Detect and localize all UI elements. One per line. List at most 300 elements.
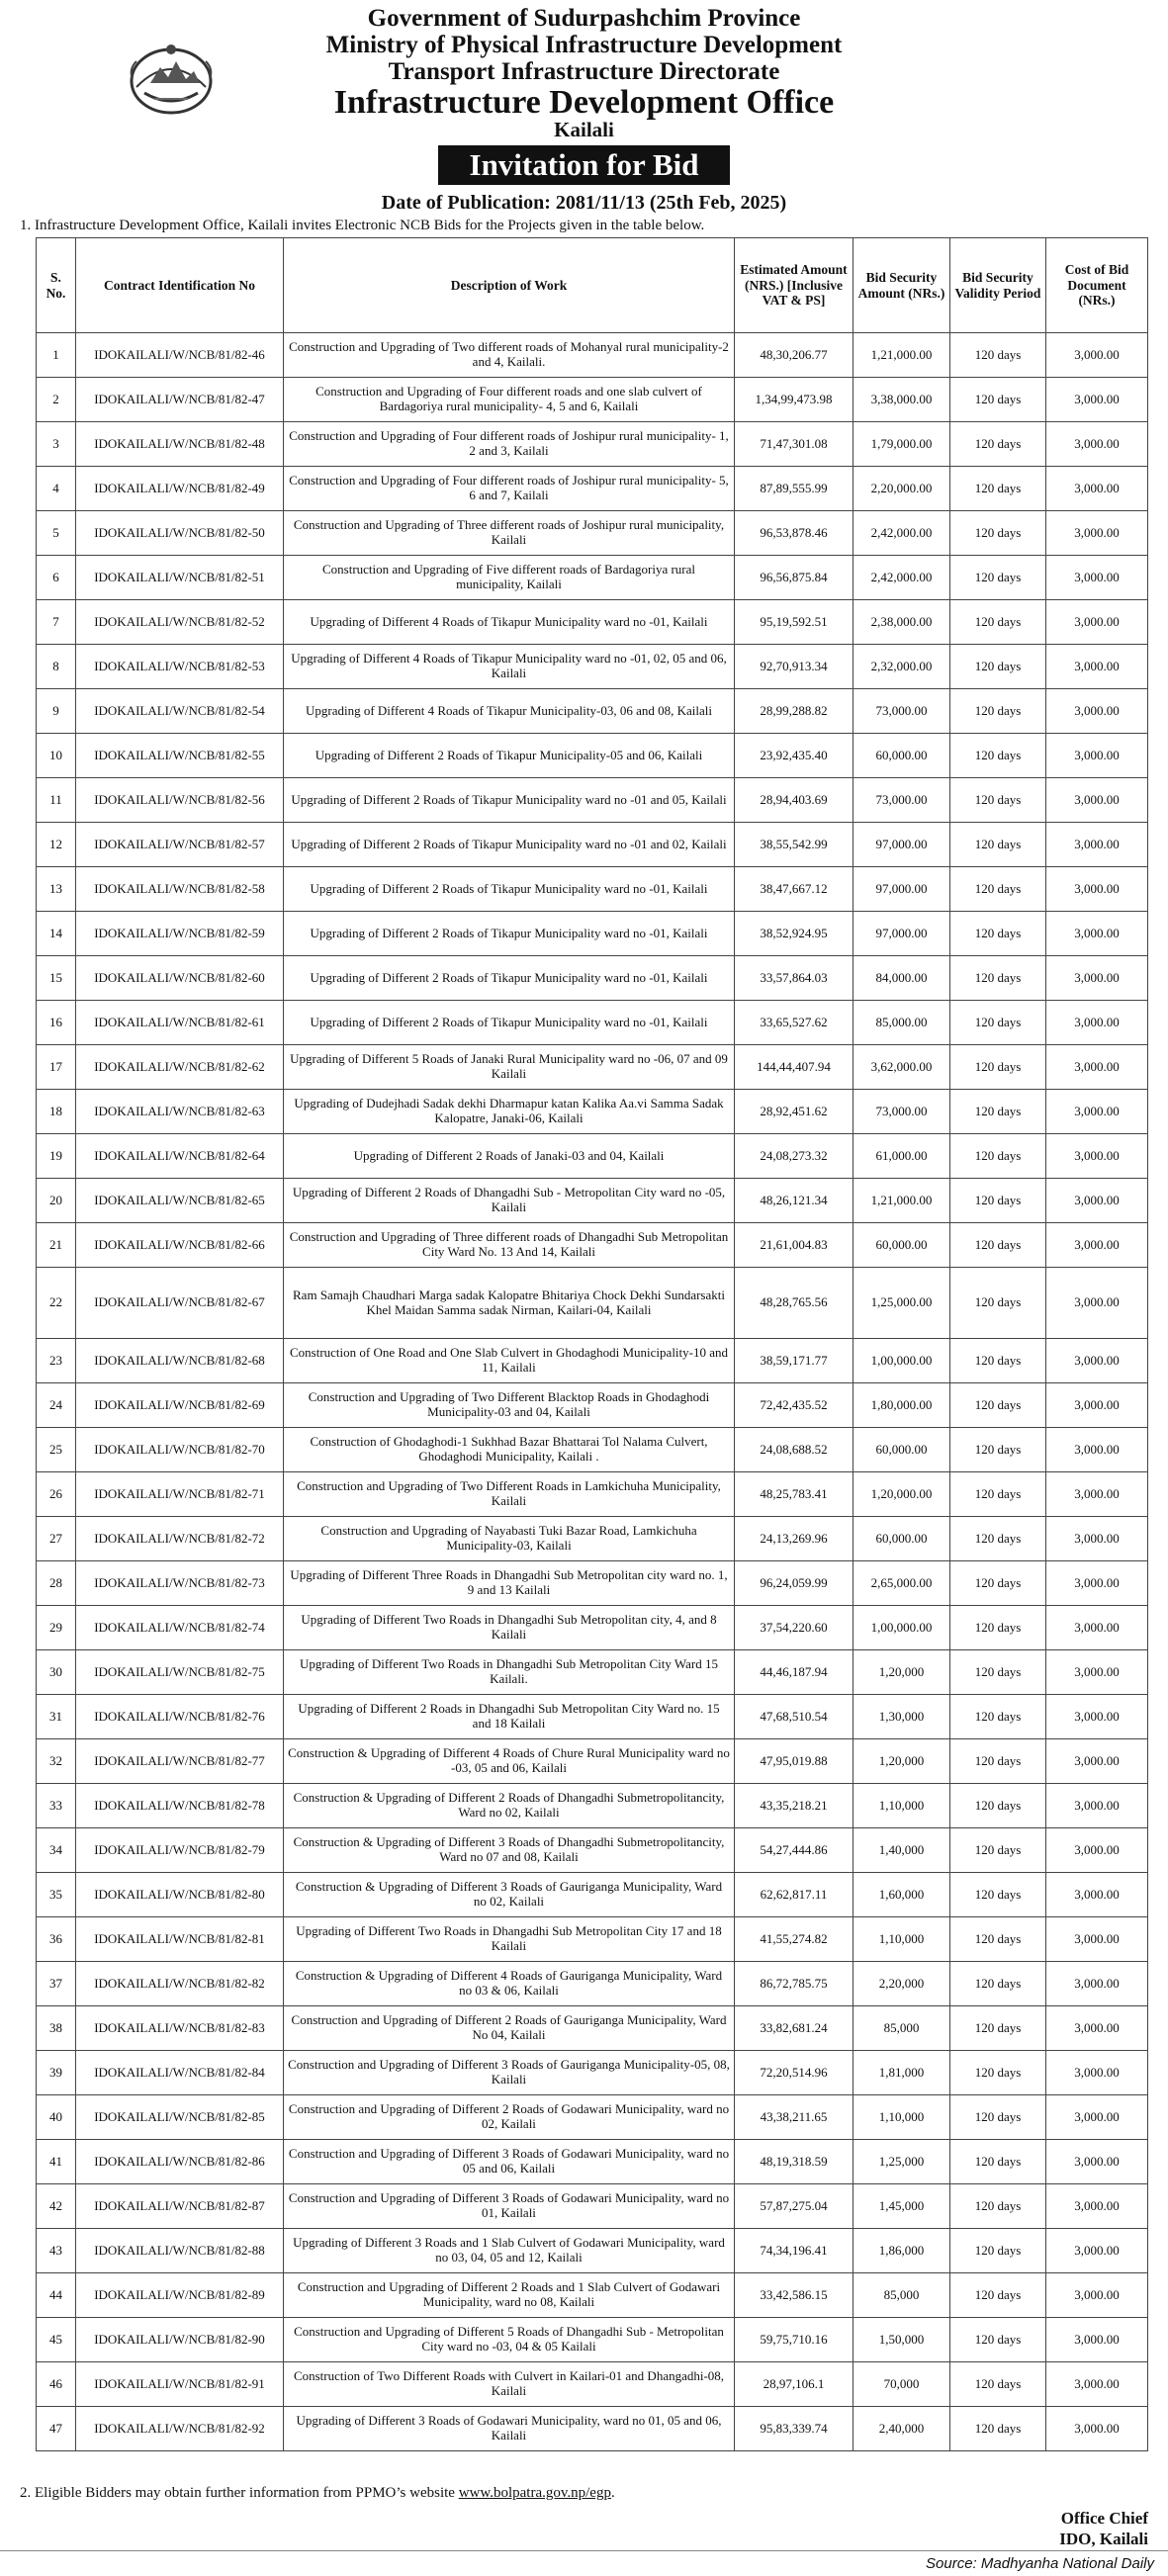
cell-sn: 8 [37,645,76,689]
header-ministry: Ministry of Physical Infrastructure Development [325,32,843,58]
header-directorate: Transport Infrastructure Directorate [388,58,780,85]
cell-description: Construction and Upgrading of Different 2 Roads and 1 Slab Culvert of Godawari Municipality, ward no 08, Kailali [284,2273,735,2318]
cell-contract-id: IDOKAILALI/W/NCB/81/82-79 [76,1828,284,1873]
cell-doc-cost: 3,000.00 [1046,2229,1148,2273]
cell-doc-cost: 3,000.00 [1046,734,1148,778]
cell-sn: 45 [37,2318,76,2362]
table-header-row [37,238,1148,333]
cell-estimated-amount: 47,68,510.54 [735,1695,854,1739]
table-row [37,867,1148,912]
cell-estimated-amount: 28,97,106.1 [735,2362,854,2407]
cell-doc-cost: 3,000.00 [1046,511,1148,556]
cell-sn: 34 [37,1828,76,1873]
table-row [37,333,1148,378]
table-row [37,2006,1148,2051]
cell-contract-id: IDOKAILALI/W/NCB/81/82-69 [76,1383,284,1428]
cell-estimated-amount: 43,38,211.65 [735,2095,854,2140]
table-row [37,1223,1148,1268]
cell-validity: 120 days [950,1383,1046,1428]
cell-bid-security: 2,20,000.00 [854,467,950,511]
cell-sn: 16 [37,1001,76,1045]
cell-validity: 120 days [950,1090,1046,1134]
cell-sn: 5 [37,511,76,556]
cell-validity: 120 days [950,912,1046,956]
table-row [37,1873,1148,1917]
cell-validity: 120 days [950,734,1046,778]
table-row [37,1784,1148,1828]
cell-validity: 120 days [950,1917,1046,1962]
cell-estimated-amount: 96,53,878.46 [735,511,854,556]
cell-contract-id: IDOKAILALI/W/NCB/81/82-52 [76,600,284,645]
cell-contract-id: IDOKAILALI/W/NCB/81/82-92 [76,2407,284,2451]
cell-contract-id: IDOKAILALI/W/NCB/81/82-88 [76,2229,284,2273]
cell-validity: 120 days [950,1517,1046,1561]
cell-doc-cost: 3,000.00 [1046,2184,1148,2229]
cell-description: Upgrading of Different 2 Roads of Tikapur Municipality ward no -01, Kailali [284,956,735,1001]
cell-description: Upgrading of Different 2 Roads of Tikapur Municipality ward no -01, Kailali [284,912,735,956]
cell-doc-cost: 3,000.00 [1046,1223,1148,1268]
cell-sn: 20 [37,1179,76,1223]
cell-sn: 35 [37,1873,76,1917]
cell-estimated-amount: 48,19,318.59 [735,2140,854,2184]
cell-doc-cost: 3,000.00 [1046,823,1148,867]
cell-estimated-amount: 38,52,924.95 [735,912,854,956]
cell-bid-security: 60,000.00 [854,734,950,778]
cell-description: Upgrading of Different 2 Roads of Dhangadhi Sub - Metropolitan City ward no -05, Kailali [284,1179,735,1223]
cell-doc-cost: 3,000.00 [1046,1784,1148,1828]
cell-doc-cost: 3,000.00 [1046,2362,1148,2407]
cell-estimated-amount: 23,92,435.40 [735,734,854,778]
cell-description: Upgrading of Different 4 Roads of Tikapur Municipality ward no -01, 02, 05 and 06, Kailali [284,645,735,689]
cell-description: Construction & Upgrading of Different 3 Roads of Gauriganga Municipality, Ward no 02, Kailali [284,1873,735,1917]
cell-bid-security: 2,20,000 [854,1962,950,2006]
cell-bid-security: 1,50,000 [854,2318,950,2362]
cell-description: Upgrading of Different 3 Roads of Godawari Municipality, ward no 01, 05 and 06, Kailali [284,2407,735,2451]
cell-contract-id: IDOKAILALI/W/NCB/81/82-86 [76,2140,284,2184]
cell-doc-cost: 3,000.00 [1046,2318,1148,2362]
cell-estimated-amount: 37,54,220.60 [735,1606,854,1650]
cell-sn: 24 [37,1383,76,1428]
footer-note [20,2485,615,2502]
cell-bid-security: 1,10,000 [854,2095,950,2140]
cell-doc-cost: 3,000.00 [1046,1472,1148,1517]
table-row [37,467,1148,511]
cell-sn: 4 [37,467,76,511]
cell-sn: 28 [37,1561,76,1606]
source-credit-text: Source: Madhyanha National Daily [926,2555,1154,2572]
cell-description: Construction and Upgrading of Different 3 Roads of Godawari Municipality, ward no 05 and 06, Kailali [284,2140,735,2184]
cell-bid-security: 1,79,000.00 [854,422,950,467]
cell-estimated-amount: 96,56,875.84 [735,556,854,600]
publication-date: Date of Publication: 2081/11/13 (25th Feb, 2025) [381,192,787,214]
cell-validity: 120 days [950,2095,1046,2140]
cell-contract-id: IDOKAILALI/W/NCB/81/82-54 [76,689,284,734]
footer-note-suffix: . [610,2485,615,2501]
table-row [37,2318,1148,2362]
cell-bid-security: 1,40,000 [854,1828,950,1873]
cell-description: Construction & Upgrading of Different 3 Roads of Dhangadhi Submetropolitancity, Ward no 07 and 08, Kailali [284,1828,735,1873]
cell-doc-cost: 3,000.00 [1046,378,1148,422]
cell-description: Construction & Upgrading of Different 4 Roads of Gauriganga Municipality, Ward no 03 & 06, Kailali [284,1962,735,2006]
cell-doc-cost: 3,000.00 [1046,1873,1148,1917]
cell-sn: 25 [37,1428,76,1472]
cell-doc-cost: 3,000.00 [1046,1179,1148,1223]
cell-validity: 120 days [950,1001,1046,1045]
table-row [37,823,1148,867]
cell-bid-security: 3,38,000.00 [854,378,950,422]
cell-description: Construction of Ghodaghodi-1 Sukhhad Bazar Bhattarai Tol Nalama Culvert, Ghodaghodi Municipality, Kailali . [284,1428,735,1472]
ppmo-website-link[interactable]: www.bolpatra.gov.np/egp [458,2485,611,2501]
cell-bid-security: 73,000.00 [854,689,950,734]
table-row [37,2140,1148,2184]
cell-doc-cost: 3,000.00 [1046,600,1148,645]
table-row [37,1828,1148,1873]
cell-doc-cost: 3,000.00 [1046,422,1148,467]
cell-description: Upgrading of Different 2 Roads of Tikapur Municipality ward no -01 and 02, Kailali [284,823,735,867]
cell-contract-id: IDOKAILALI/W/NCB/81/82-62 [76,1045,284,1090]
cell-sn: 3 [37,422,76,467]
cell-description: Upgrading of Different 2 Roads of Tikapur Municipality-05 and 06, Kailali [284,734,735,778]
cell-bid-security: 1,25,000 [854,2140,950,2184]
cell-description: Upgrading of Different Two Roads in Dhangadhi Sub Metropolitan City 17 and 18 Kailali [284,1917,735,1962]
cell-contract-id: IDOKAILALI/W/NCB/81/82-73 [76,1561,284,1606]
cell-sn: 7 [37,600,76,645]
cell-sn: 37 [37,1962,76,2006]
cell-bid-security: 70,000 [854,2362,950,2407]
cell-doc-cost: 3,000.00 [1046,1917,1148,1962]
cell-bid-security: 1,80,000.00 [854,1383,950,1428]
cell-validity: 120 days [950,1650,1046,1695]
cell-bid-security: 61,000.00 [854,1134,950,1179]
cell-doc-cost: 3,000.00 [1046,645,1148,689]
cell-doc-cost: 3,000.00 [1046,1090,1148,1134]
cell-bid-security: 1,21,000.00 [854,333,950,378]
notice-title: Invitation for Bid [438,145,730,185]
notice-header [0,0,1168,262]
cell-estimated-amount: 48,25,783.41 [735,1472,854,1517]
cell-sn: 44 [37,2273,76,2318]
table-row [37,778,1148,823]
cell-sn: 12 [37,823,76,867]
cell-doc-cost: 3,000.00 [1046,2273,1148,2318]
cell-bid-security: 60,000.00 [854,1517,950,1561]
cell-doc-cost: 3,000.00 [1046,1606,1148,1650]
column-header-bid-security: Bid Security Amount (NRs.) [854,238,950,333]
cell-validity: 120 days [950,1179,1046,1223]
cell-sn: 39 [37,2051,76,2095]
cell-description: Construction and Upgrading of Two different roads of Mohanyal rural municipality-2 and 4, Kailali. [284,333,735,378]
table-row [37,734,1148,778]
cell-estimated-amount: 43,35,218.21 [735,1784,854,1828]
table-row [37,2362,1148,2407]
cell-bid-security: 2,42,000.00 [854,511,950,556]
cell-bid-security: 2,42,000.00 [854,556,950,600]
cell-sn: 36 [37,1917,76,1962]
cell-description: Upgrading of Different 5 Roads of Janaki Rural Municipality ward no -06, 07 and 09 Kailali [284,1045,735,1090]
cell-doc-cost: 3,000.00 [1046,333,1148,378]
cell-estimated-amount: 33,65,527.62 [735,1001,854,1045]
cell-contract-id: IDOKAILALI/W/NCB/81/82-64 [76,1134,284,1179]
cell-validity: 120 days [950,778,1046,823]
cell-sn: 2 [37,378,76,422]
cell-contract-id: IDOKAILALI/W/NCB/81/82-51 [76,556,284,600]
cell-contract-id: IDOKAILALI/W/NCB/81/82-72 [76,1517,284,1561]
cell-validity: 120 days [950,2184,1046,2229]
cell-description: Construction and Upgrading of Nayabasti Tuki Bazar Road, Lamkichuha Municipality-03, Kailali [284,1517,735,1561]
cell-bid-security: 73,000.00 [854,778,950,823]
cell-validity: 120 days [950,1339,1046,1383]
cell-contract-id: IDOKAILALI/W/NCB/81/82-89 [76,2273,284,2318]
cell-sn: 6 [37,556,76,600]
cell-validity: 120 days [950,1045,1046,1090]
cell-estimated-amount: 71,47,301.08 [735,422,854,467]
cell-contract-id: IDOKAILALI/W/NCB/81/82-57 [76,823,284,867]
table-row [37,912,1148,956]
cell-contract-id: IDOKAILALI/W/NCB/81/82-56 [76,778,284,823]
cell-estimated-amount: 41,55,274.82 [735,1917,854,1962]
cell-doc-cost: 3,000.00 [1046,2006,1148,2051]
table-row [37,1339,1148,1383]
cell-sn: 29 [37,1606,76,1650]
source-credit [0,2550,1168,2576]
table-row [37,1917,1148,1962]
table-row [37,511,1148,556]
cell-estimated-amount: 44,46,187.94 [735,1650,854,1695]
cell-doc-cost: 3,000.00 [1046,1001,1148,1045]
cell-description: Upgrading of Different 4 Roads of Tikapur Municipality ward no -01, Kailali [284,600,735,645]
cell-validity: 120 days [950,2006,1046,2051]
cell-estimated-amount: 72,42,435.52 [735,1383,854,1428]
cell-sn: 27 [37,1517,76,1561]
column-header-description: Description of Work [284,238,735,333]
cell-doc-cost: 3,000.00 [1046,912,1148,956]
cell-contract-id: IDOKAILALI/W/NCB/81/82-48 [76,422,284,467]
cell-description: Construction and Upgrading of Two Different Roads in Lamkichuha Municipality, Kailali [284,1472,735,1517]
cell-estimated-amount: 86,72,785.75 [735,1962,854,2006]
cell-sn: 1 [37,333,76,378]
cell-description: Construction of One Road and One Slab Culvert in Ghodaghodi Municipality-10 and 11, Kailali [284,1339,735,1383]
cell-contract-id: IDOKAILALI/W/NCB/81/82-65 [76,1179,284,1223]
cell-estimated-amount: 48,28,765.56 [735,1268,854,1339]
cell-description: Upgrading of Different Three Roads in Dhangadhi Sub Metropolitan city ward no. 1, 9 and 13 Kailali [284,1561,735,1606]
cell-estimated-amount: 1,34,99,473.98 [735,378,854,422]
table-row [37,956,1148,1001]
cell-bid-security: 1,10,000 [854,1784,950,1828]
cell-estimated-amount: 47,95,019.88 [735,1739,854,1784]
cell-description: Construction and Upgrading of Different 3 Roads of Godawari Municipality, ward no 01, Kailali [284,2184,735,2229]
cell-doc-cost: 3,000.00 [1046,1134,1148,1179]
cell-validity: 120 days [950,1962,1046,2006]
cell-bid-security: 2,65,000.00 [854,1561,950,1606]
cell-estimated-amount: 92,70,913.34 [735,645,854,689]
cell-description: Upgrading of Different 2 Roads of Janaki-03 and 04, Kailali [284,1134,735,1179]
cell-doc-cost: 3,000.00 [1046,1268,1148,1339]
cell-contract-id: IDOKAILALI/W/NCB/81/82-46 [76,333,284,378]
header-office: Infrastructure Development Office [333,84,835,121]
cell-doc-cost: 3,000.00 [1046,1428,1148,1472]
cell-validity: 120 days [950,1134,1046,1179]
cell-estimated-amount: 95,19,592.51 [735,600,854,645]
cell-bid-security: 1,00,000.00 [854,1339,950,1383]
cell-contract-id: IDOKAILALI/W/NCB/81/82-85 [76,2095,284,2140]
cell-bid-security: 1,21,000.00 [854,1179,950,1223]
cell-sn: 41 [37,2140,76,2184]
cell-description: Construction and Upgrading of Four different roads of Joshipur rural municipality- 5, 6 and 7, Kailali [284,467,735,511]
table-row [37,556,1148,600]
cell-sn: 26 [37,1472,76,1517]
cell-description: Construction and Upgrading of Four different roads and one slab culvert of Bardagoriya rural municipality- 4, 5 and 6, Kailali [284,378,735,422]
header-government: Government of Sudurpashchim Province [367,5,801,32]
cell-contract-id: IDOKAILALI/W/NCB/81/82-80 [76,1873,284,1917]
table-row [37,1268,1148,1339]
cell-estimated-amount: 57,87,275.04 [735,2184,854,2229]
cell-contract-id: IDOKAILALI/W/NCB/81/82-61 [76,1001,284,1045]
cell-sn: 43 [37,2229,76,2273]
table-row [37,1472,1148,1517]
cell-description: Construction and Upgrading of Three different roads of Dhangadhi Sub Metropolitan City Ward No. 13 And 14, Kailali [284,1223,735,1268]
cell-description: Construction and Upgrading of Different 2 Roads of Godawari Municipality, ward no 02, Kailali [284,2095,735,2140]
cell-contract-id: IDOKAILALI/W/NCB/81/82-87 [76,2184,284,2229]
cell-contract-id: IDOKAILALI/W/NCB/81/82-53 [76,645,284,689]
cell-contract-id: IDOKAILALI/W/NCB/81/82-75 [76,1650,284,1695]
cell-description: Upgrading of Dudejhadi Sadak dekhi Dharmapur katan Kalika Aa.vi Samma Sadak Kalopatre, Janaki-06, Kailali [284,1090,735,1134]
cell-contract-id: IDOKAILALI/W/NCB/81/82-74 [76,1606,284,1650]
cell-description: Upgrading of Different Two Roads in Dhangadhi Sub Metropolitan City Ward 15 Kailali. [284,1650,735,1695]
cell-contract-id: IDOKAILALI/W/NCB/81/82-47 [76,378,284,422]
cell-bid-security: 1,20,000 [854,1739,950,1784]
cell-bid-security: 3,62,000.00 [854,1045,950,1090]
cell-sn: 13 [37,867,76,912]
cell-doc-cost: 3,000.00 [1046,2095,1148,2140]
cell-sn: 38 [37,2006,76,2051]
cell-estimated-amount: 54,27,444.86 [735,1828,854,1873]
column-header-contract: Contract Identification No [76,238,284,333]
table-row [37,2273,1148,2318]
cell-estimated-amount: 33,82,681.24 [735,2006,854,2051]
cell-contract-id: IDOKAILALI/W/NCB/81/82-63 [76,1090,284,1134]
cell-sn: 10 [37,734,76,778]
table-row [37,2407,1148,2451]
cell-sn: 31 [37,1695,76,1739]
cell-validity: 120 days [950,2318,1046,2362]
cell-doc-cost: 3,000.00 [1046,867,1148,912]
cell-validity: 120 days [950,1268,1046,1339]
cell-bid-security: 60,000.00 [854,1223,950,1268]
cell-sn: 17 [37,1045,76,1090]
cell-description: Ram Samajh Chaudhari Marga sadak Kalopatre Bhitariya Chock Dekhi Sundarsakti Khel Maidan Samma sadak Nirman, Kailari-04, Kailali [284,1268,735,1339]
cell-doc-cost: 3,000.00 [1046,1962,1148,2006]
cell-estimated-amount: 33,42,586.15 [735,2273,854,2318]
cell-estimated-amount: 87,89,555.99 [735,467,854,511]
cell-contract-id: IDOKAILALI/W/NCB/81/82-91 [76,2362,284,2407]
cell-validity: 120 days [950,1223,1046,1268]
cell-bid-security: 2,32,000.00 [854,645,950,689]
cell-description: Construction and Upgrading of Two Different Blacktop Roads in Ghodaghodi Municipality-03 and 04, Kailali [284,1383,735,1428]
cell-contract-id: IDOKAILALI/W/NCB/81/82-59 [76,912,284,956]
cell-bid-security: 84,000.00 [854,956,950,1001]
cell-bid-security: 1,00,000.00 [854,1606,950,1650]
cell-description: Upgrading of Different 2 Roads of Tikapur Municipality ward no -01 and 05, Kailali [284,778,735,823]
cell-doc-cost: 3,000.00 [1046,1383,1148,1428]
cell-estimated-amount: 144,44,407.94 [735,1045,854,1090]
cell-validity: 120 days [950,1561,1046,1606]
cell-validity: 120 days [950,378,1046,422]
table-row [37,1695,1148,1739]
table-row [37,1045,1148,1090]
cell-bid-security: 1,60,000 [854,1873,950,1917]
cell-contract-id: IDOKAILALI/W/NCB/81/82-77 [76,1739,284,1784]
column-header-validity: Bid Security Validity Period [950,238,1046,333]
table-row [37,2095,1148,2140]
cell-bid-security: 85,000 [854,2006,950,2051]
cell-contract-id: IDOKAILALI/W/NCB/81/82-81 [76,1917,284,1962]
cell-estimated-amount: 38,47,667.12 [735,867,854,912]
cell-sn: 19 [37,1134,76,1179]
cell-validity: 120 days [950,1695,1046,1739]
cell-description: Upgrading of Different 2 Roads of Tikapur Municipality ward no -01, Kailali [284,1001,735,1045]
column-header-estimated-amount: Estimated Amount (NRS.) [Inclusive VAT & PS] [735,238,854,333]
cell-bid-security: 1,30,000 [854,1695,950,1739]
cell-description: Construction & Upgrading of Different 2 Roads of Dhangadhi Submetropolitancity, Ward no 02, Kailali [284,1784,735,1828]
cell-validity: 120 days [950,600,1046,645]
cell-validity: 120 days [950,689,1046,734]
cell-sn: 42 [37,2184,76,2229]
cell-doc-cost: 3,000.00 [1046,1650,1148,1695]
table-row [37,1739,1148,1784]
cell-estimated-amount: 24,13,269.96 [735,1517,854,1561]
cell-description: Construction and Upgrading of Four different roads of Joshipur rural municipality- 1, 2 and 3, Kailali [284,422,735,467]
column-header-doc-cost: Cost of Bid Document (NRs.) [1046,238,1148,333]
cell-doc-cost: 3,000.00 [1046,689,1148,734]
cell-contract-id: IDOKAILALI/W/NCB/81/82-84 [76,2051,284,2095]
cell-validity: 120 days [950,467,1046,511]
cell-estimated-amount: 38,55,542.99 [735,823,854,867]
cell-validity: 120 days [950,1472,1046,1517]
table-row [37,1650,1148,1695]
cell-sn: 47 [37,2407,76,2451]
cell-estimated-amount: 72,20,514.96 [735,2051,854,2095]
cell-sn: 9 [37,689,76,734]
footer-note-text: 2. Eligible Bidders may obtain further information from PPMO’s website [20,2485,459,2501]
cell-doc-cost: 3,000.00 [1046,1517,1148,1561]
cell-validity: 120 days [950,1873,1046,1917]
cell-doc-cost: 3,000.00 [1046,467,1148,511]
cell-contract-id: IDOKAILALI/W/NCB/81/82-66 [76,1223,284,1268]
table-row [37,1561,1148,1606]
cell-estimated-amount: 38,59,171.77 [735,1339,854,1383]
cell-sn: 32 [37,1739,76,1784]
cell-validity: 120 days [950,1606,1046,1650]
cell-bid-security: 97,000.00 [854,912,950,956]
cell-contract-id: IDOKAILALI/W/NCB/81/82-50 [76,511,284,556]
cell-validity: 120 days [950,2229,1046,2273]
cell-bid-security: 1,45,000 [854,2184,950,2229]
cell-description: Upgrading of Different 2 Roads in Dhangadhi Sub Metropolitan City Ward no. 15 and 18 Kailali [284,1695,735,1739]
cell-bid-security: 1,86,000 [854,2229,950,2273]
cell-sn: 21 [37,1223,76,1268]
cell-description: Construction and Upgrading of Three different roads of Joshipur rural municipality, Kailali [284,511,735,556]
cell-bid-security: 73,000.00 [854,1090,950,1134]
table-row [37,1383,1148,1428]
cell-bid-security: 85,000.00 [854,1001,950,1045]
cell-bid-security: 2,38,000.00 [854,600,950,645]
cell-validity: 120 days [950,867,1046,912]
cell-contract-id: IDOKAILALI/W/NCB/81/82-83 [76,2006,284,2051]
cell-validity: 120 days [950,956,1046,1001]
cell-sn: 11 [37,778,76,823]
cell-description: Construction & Upgrading of Different 4 Roads of Chure Rural Municipality ward no -03, 05 and 06, Kailali [284,1739,735,1784]
table-row [37,1428,1148,1472]
